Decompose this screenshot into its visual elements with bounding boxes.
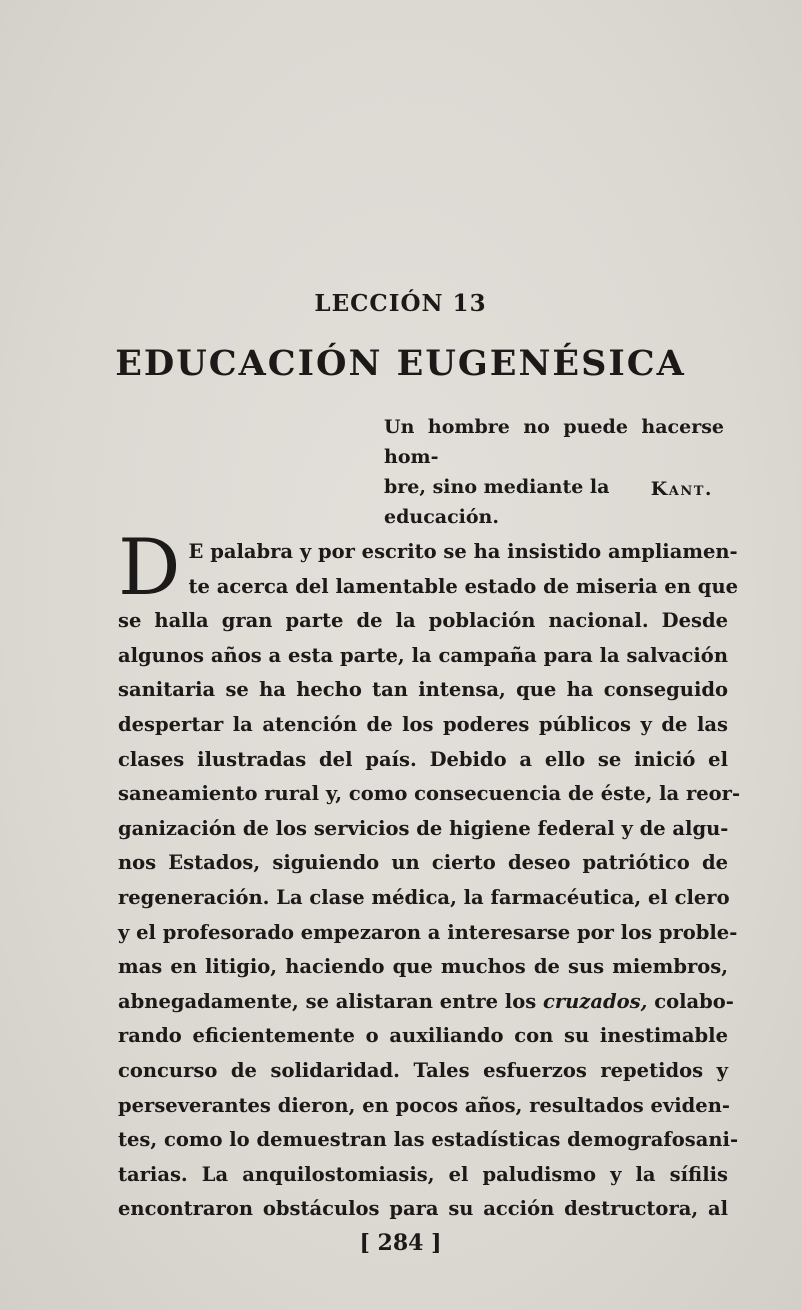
epigraph-line: bre, sino mediante la educación.	[384, 476, 610, 528]
text-line: mas en litigio, haciendo que muchos de sus miembros,	[118, 955, 728, 979]
page-number: [ 284 ]	[359, 1230, 442, 1256]
epigraph-line: Un hombre no puede hacerse hom-	[384, 416, 724, 468]
body-text	[118, 523, 741, 1227]
text-line: ganización de los servicios de higiene federal y de algu-	[118, 816, 729, 840]
text-segment: abnegadamente, se alistaran entre los	[118, 989, 537, 1013]
text-line: sanitaria se ha hecho tan intensa, que ha conseguido	[118, 678, 728, 702]
text-line: regeneración. La clase médica, la farmacéutica, el clero	[118, 885, 730, 909]
text-line	[118, 985, 734, 1020]
text-line: E palabra y por escrito se ha insistido ampliamen-	[188, 540, 738, 563]
text-line: perseverantes dieron, en pocos años, resultados eviden-	[118, 1093, 730, 1117]
text-line: nos Estados, siguiendo un cierto deseo patriótico de	[118, 851, 728, 875]
text-line: y el profesorado empezaron a interesarse por los proble-	[118, 920, 738, 944]
text-line: algunos años a esta parte, la campaña para la salvación	[118, 643, 728, 667]
drop-cap: D	[118, 523, 181, 613]
text-line: saneamiento rural y, como consecuencia de éste, la reor-	[118, 782, 741, 806]
text-line: te acerca del lamentable estado de miseria en que	[188, 574, 739, 598]
epigraph-author: Kant.	[650, 478, 713, 500]
text-line: rando eficientemente o auxiliando con su inestimable	[118, 1024, 728, 1048]
text-line: tarias. La anquilostomiasis, el paludismo y la sífilis	[118, 1162, 728, 1186]
italic-word: cruzados,	[542, 989, 648, 1013]
chapter-title: EDUCACIÓN EUGENÉSICA	[115, 343, 686, 384]
text-line: despertar la atención de los poderes públicos y de las	[118, 712, 728, 736]
epigraph	[384, 412, 724, 532]
text-segment: colabo-	[654, 989, 734, 1013]
text-line: concurso de solidaridad. Tales esfuerzos repetidos y	[118, 1058, 728, 1082]
text-line: clases ilustradas del país. Debido a ello se inició el	[118, 747, 728, 771]
lesson-label: LECCIÓN 13	[314, 290, 487, 317]
text-line: tes, como lo demuestran las estadísticas demografosani-	[118, 1128, 739, 1152]
text-line: se halla gran parte de la población nacional. Desde	[118, 609, 728, 633]
text-line: encontraron obstáculos para su acción destructora, al	[118, 1197, 728, 1221]
